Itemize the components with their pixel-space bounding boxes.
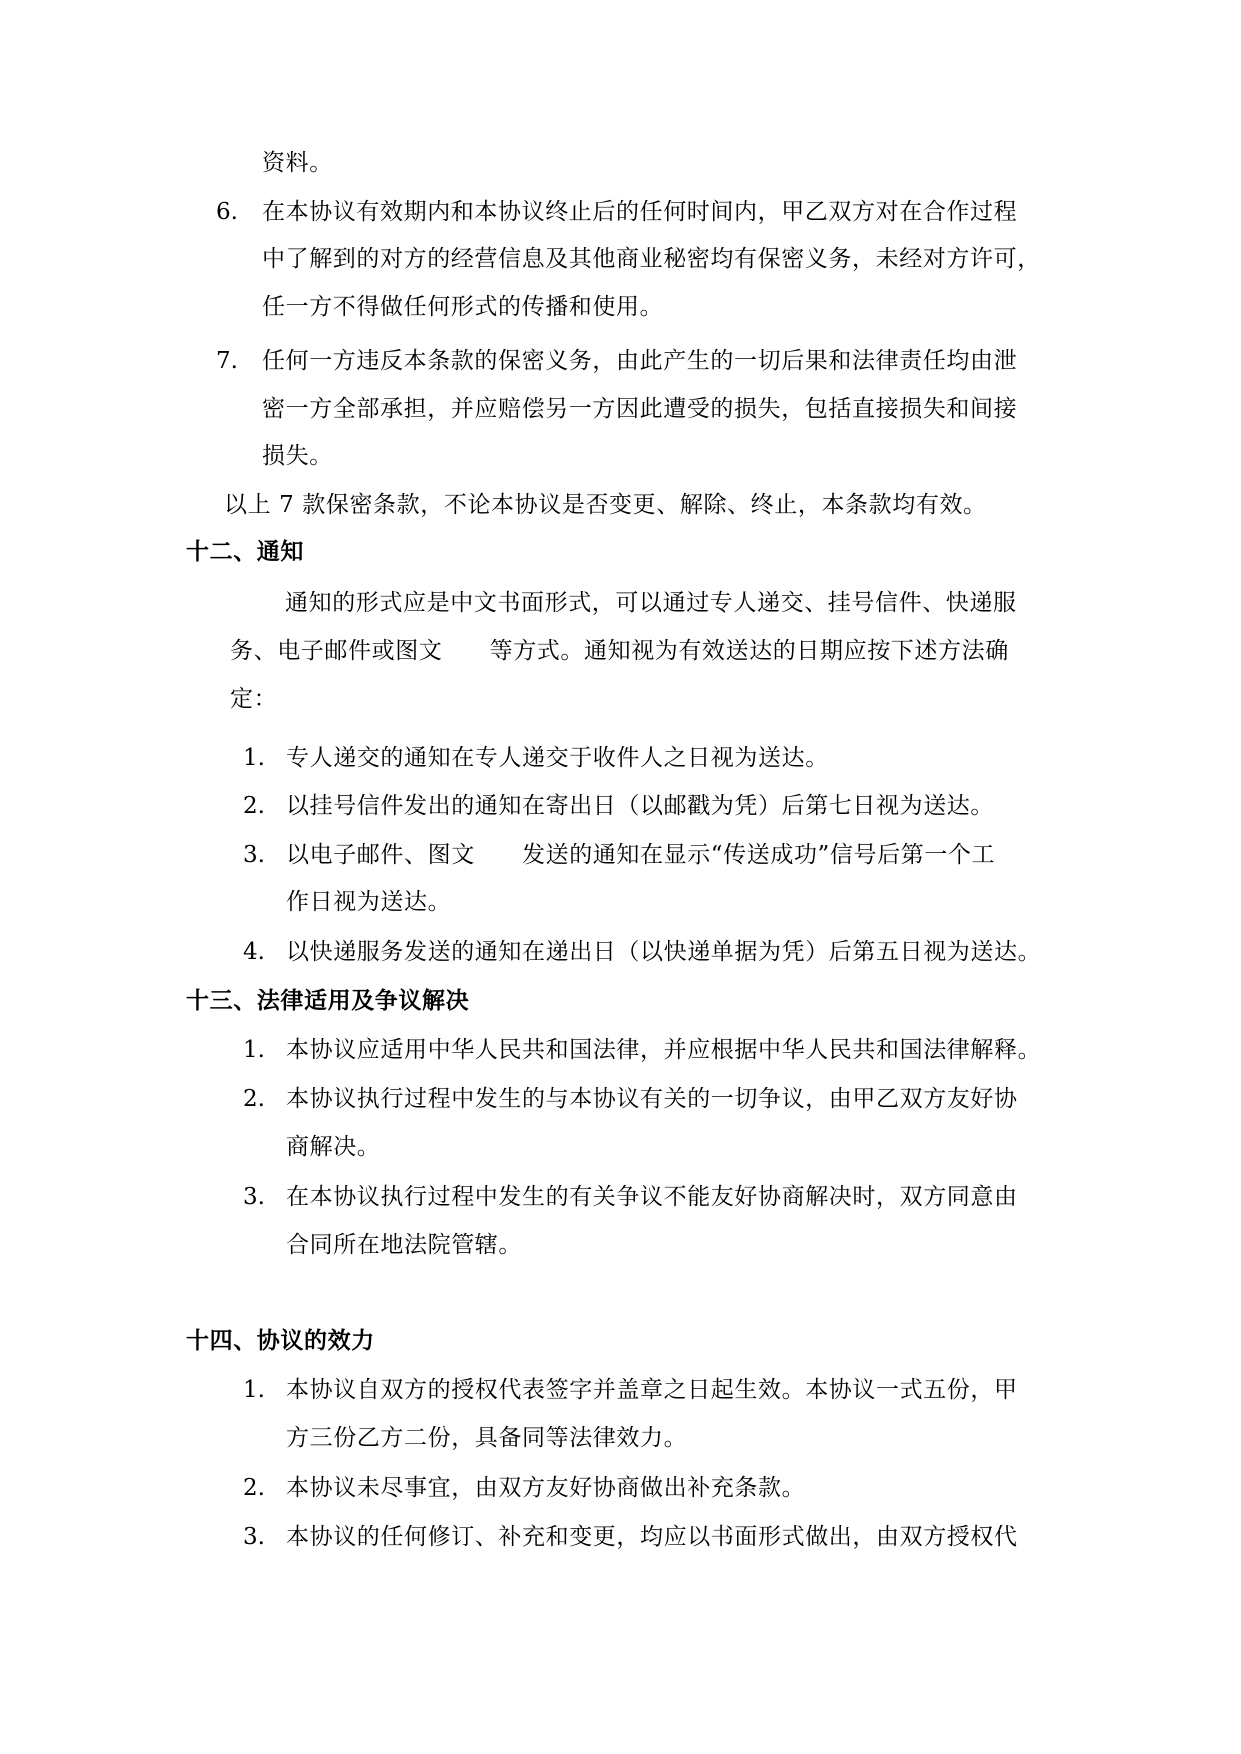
clause-13-item-3-number: 3. (243, 1184, 265, 1210)
clause-13-item-2-line-1: 本协议执行过程中发生的与本协议有关的一切争议，由甲乙双方友好协 (286, 1086, 1018, 1112)
clause-13-item-3-line-2: 合同所在地法院管辖。 (286, 1232, 522, 1258)
clause-12-item-3-number: 3. (243, 842, 265, 868)
clause-11-item-5-continuation: 资料。 (262, 150, 333, 176)
clause-14-heading: 十四、协议的效力 (186, 1327, 375, 1354)
clause-14-item-3-number: 3. (243, 1524, 265, 1550)
clause-11-item-7-line-1: 任何一方违反本条款的保密义务，由此产生的一切后果和法律责任均由泄 (262, 348, 1018, 374)
clause-14-item-3-line-1: 本协议的任何修订、补充和变更，均应以书面形式做出，由双方授权代 (286, 1524, 1018, 1550)
clause-11-item-6-line-3: 任一方不得做任何形式的传播和使用。 (262, 294, 664, 320)
clause-13-item-1-number: 1. (243, 1037, 265, 1063)
clause-12-intro-line-1: 通知的形式应是中文书面形式，可以通过专人递交、挂号信件、快递服 (285, 590, 1017, 616)
clause-13-item-2-line-2: 商解决。 (286, 1134, 381, 1160)
clause-12-item-3-line-1: 以电子邮件、图文 发送的通知在显示“传送成功”信号后第一个工 (286, 842, 996, 868)
clause-13-heading: 十三、法律适用及争议解决 (186, 987, 470, 1014)
clause-13-item-2-number: 2. (243, 1086, 265, 1112)
confidentiality-summary: 以上 7 款保密条款，不论本协议是否变更、解除、终止，本条款均有效。 (224, 492, 987, 518)
clause-12-item-2-number: 2. (243, 793, 265, 819)
clause-13-item-1-line-1: 本协议应适用中华人民共和国法律，并应根据中华人民共和国法律解释。 (286, 1037, 1042, 1063)
clause-14-item-1-number: 1. (243, 1377, 265, 1403)
clause-12-intro-line-3: 定： (230, 686, 278, 712)
clause-12-heading: 十二、通知 (186, 538, 304, 565)
clause-11-item-7-number: 7. (216, 348, 238, 374)
clause-12-item-3-line-2: 作日视为送达。 (286, 889, 452, 915)
clause-14-item-1-line-1: 本协议自双方的授权代表签字并盖章之日起生效。本协议一式五份，甲 (286, 1377, 1018, 1403)
clause-11-item-6-line-2: 中了解到的对方的经营信息及其他商业秘密均有保密义务，未经对方许可， (262, 246, 1041, 272)
clause-14-item-2-number: 2. (243, 1475, 265, 1501)
clause-11-item-6-line-1: 在本协议有效期内和本协议终止后的任何时间内，甲乙双方对在合作过程 (262, 199, 1018, 225)
clause-13-item-3-line-1: 在本协议执行过程中发生的有关争议不能友好协商解决时，双方同意由 (286, 1184, 1018, 1210)
clause-12-item-4-number: 4. (243, 939, 265, 965)
clause-11-item-6-number: 6. (216, 199, 238, 225)
clause-12-item-1-number: 1. (243, 745, 265, 771)
clause-11-item-7-line-2: 密一方全部承担，并应赔偿另一方因此遭受的损失，包括直接损失和间接 (262, 396, 1018, 422)
clause-12-item-1-line-1: 专人递交的通知在专人递交于收件人之日视为送达。 (286, 745, 829, 771)
clause-12-item-2-line-1: 以挂号信件发出的通知在寄出日（以邮戳为凭）后第七日视为送达。 (286, 793, 994, 819)
clause-14-item-2-line-1: 本协议未尽事宜，由双方友好协商做出补充条款。 (286, 1475, 806, 1501)
clause-11-item-7-line-3: 损失。 (262, 443, 333, 469)
clause-14-item-1-line-2: 方三份乙方二份，具备同等法律效力。 (286, 1425, 688, 1451)
clause-12-intro-line-2: 务、电子邮件或图文 等方式。通知视为有效送达的日期应按下述方法确 (230, 638, 1009, 664)
clause-12-item-4-line-1: 以快递服务发送的通知在递出日（以快递单据为凭）后第五日视为送达。 (286, 939, 1042, 965)
